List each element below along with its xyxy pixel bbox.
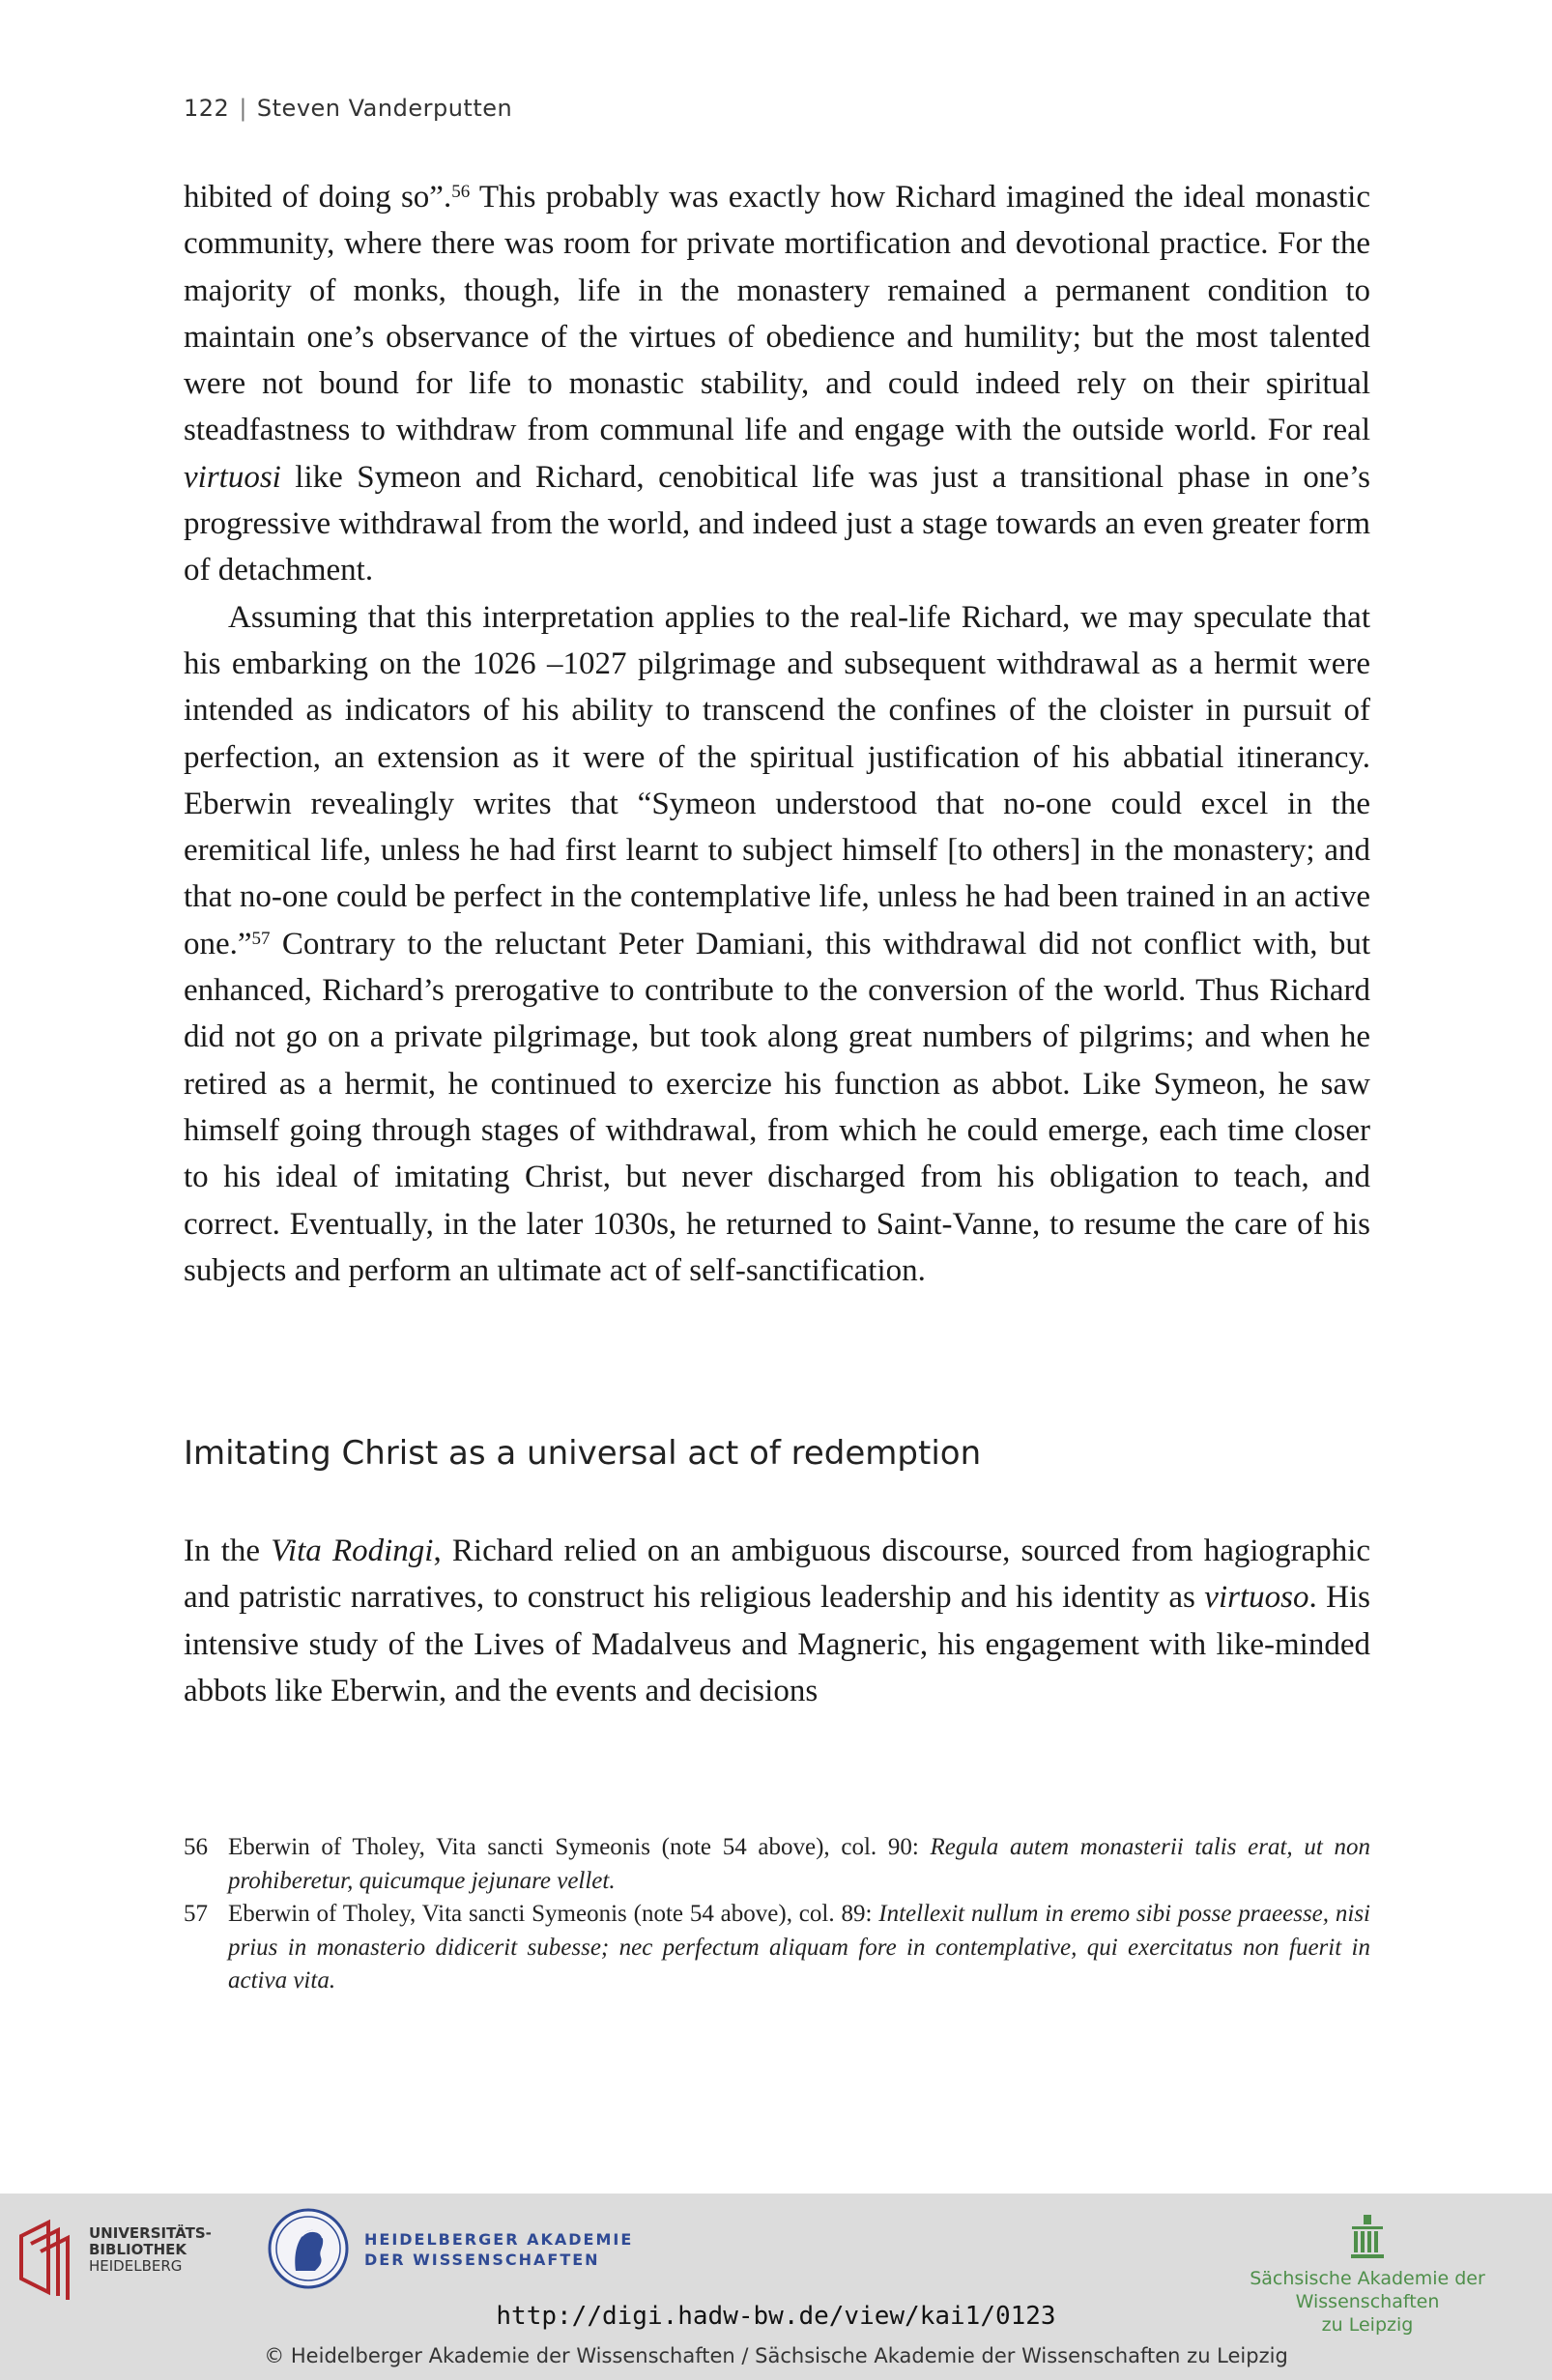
ub-line-1: UNIVERSITÄTS- xyxy=(89,2224,212,2242)
footnote-quote: Regula autem monasterii talis erat, ut non prohiberetur, quicumque jejunare vellet. xyxy=(228,1834,1371,1894)
university-library-name xyxy=(89,2225,212,2275)
page-number: 122 xyxy=(184,95,230,122)
footnote-number: 57 xyxy=(184,1901,208,1927)
header-separator: | xyxy=(239,95,247,122)
footnote-ref-57[interactable]: 57 xyxy=(251,928,271,949)
paragraph-3 xyxy=(184,1528,1370,1714)
academy-name xyxy=(364,2229,633,2270)
footnote-quote: Intellexit nullum in eremo sibi posse praeesse, nisi prius in monasterio didicerit subesse; nec perfectum aliquam fore in contemplative, qui exercitatus non fuerit in activa vita. xyxy=(228,1901,1370,1993)
ub-line-2: BIBLIOTHEK xyxy=(89,2241,187,2258)
paragraph-1 xyxy=(184,174,1370,594)
digitization-footer xyxy=(0,2194,1552,2380)
saw-line-2: zu Leipzig xyxy=(1321,2314,1414,2336)
running-header xyxy=(184,95,512,122)
footnote-ref-56[interactable]: 56 xyxy=(451,182,471,202)
paragraph-3-emphasis-virtuoso: virtuoso xyxy=(1204,1580,1309,1616)
paragraph-3-emphasis-title: Vita Rodingi xyxy=(271,1534,434,1568)
saw-line-1: Sächsische Akademie der Wissenschaften xyxy=(1250,2268,1485,2312)
section-heading: Imitating Christ as a universal act of redemption xyxy=(184,1434,982,1473)
paragraph-1-text-b: This probably was exactly how Richard imagined the ideal monastic community, where there was room for private mortification and devotional practice. For the majority of monks, though, life in the monastery remained a permanent condition to maintain one’s observance of the virtues of obedience and humility; but the most talented were not bound for life to monastic stability, and could indeed rely on their spiritual steadfastness to withdraw from communal life and engage with the outside world. For real xyxy=(184,180,1370,448)
copyright-notice: © Heidelberger Akademie der Wissenschaften / Sächsische Akademie der Wissenschaften zu Leipzig xyxy=(264,2344,1288,2367)
paragraph-2-text-a: Assuming that this interpretation applies to the real-life Richard, we may speculate that his embarking on the 1026 –1027 pilgrimage and subsequent withdrawal as a hermit were intended as indicators of his ability to transcend the confines of the cloister in pursuit of perfection, an extension as it were of the spiritual justification of his abbatial itinerancy. Eberwin revealingly writes that “Symeon understood that no-one could excel in the eremitical life, unless he had first learnt to subject himself [to others] in the monastery; and that no-one could be perfect in the contemplative life, unless he had been trained in an active one.” xyxy=(184,599,1370,961)
paragraph-1-text-c: like Symeon and Richard, cenobitical life was just a transitional phase in one’s progressive withdrawal from the world, and indeed just a stage towards an even greater form of detachment. xyxy=(184,459,1370,588)
permalink-url[interactable]: http://digi.hadw-bw.de/view/kai1/0123 xyxy=(496,2302,1056,2331)
paragraph-2-text-b: Contrary to the reluctant Peter Damiani, this withdrawal did not conflict with, but enhanced, Richard’s prerogative to contribute to the conversion of the world. Thus Richard did not go on a private pilgrimage, but took along great numbers of pilgrims; and when he retired as a hermit, he continued to exercize his function as abbot. Like Symeon, he saw himself going through stages of withdrawal, from which he could emerge, each time closer to his ideal of imitating Christ, but never discharged from his obligation to teach, and correct. Eventually, in the later 1030s, he returned to Saint-Vanne, to resume the care of his subjects and perform an ultimate act of self-sanctification. xyxy=(184,926,1370,1288)
ub-line-3: HEIDELBERG xyxy=(89,2257,183,2275)
footnote-56 xyxy=(184,1831,1370,1898)
footnote-text: Eberwin of Tholey, Vita sancti Symeonis (note 54 above), col. 90: xyxy=(228,1834,931,1860)
paragraph-3-text-a: In the xyxy=(184,1534,272,1568)
hadw-line-1: HEIDELBERGER AKADEMIE xyxy=(364,2230,634,2249)
university-library-logo-icon[interactable] xyxy=(15,2215,83,2302)
paragraph-3-text-b: , Richard relied on an ambiguous discourse, sourced from hagiographic and patristic narratives, to construct his religious leadership and his identity as xyxy=(184,1534,1371,1616)
paragraph-3-text-c: . His intensive study of the Lives of Madalveus and Magneric, his engagement with like-minded abbots like Eberwin, and the events and decisions xyxy=(184,1580,1371,1708)
footnote-number: 56 xyxy=(184,1834,208,1860)
body-text-lower xyxy=(184,1528,1370,1714)
footnote-text: Eberwin of Tholey, Vita sancti Symeonis (note 54 above), col. 89: xyxy=(228,1901,879,1927)
running-head-author: Steven Vanderputten xyxy=(256,95,513,122)
paragraph-2 xyxy=(184,594,1370,1294)
footnotes xyxy=(184,1831,1370,1998)
hadw-line-2: DER WISSENSCHAFTEN xyxy=(364,2251,600,2269)
academy-seal-icon[interactable] xyxy=(267,2207,350,2290)
footnote-57 xyxy=(184,1898,1370,1998)
saxon-academy-building-icon[interactable] xyxy=(1349,2213,1386,2259)
body-text-upper xyxy=(184,174,1370,1294)
paragraph-1-emphasis: virtuosi xyxy=(184,459,281,495)
paragraph-1-text-a: hibited of doing so”. xyxy=(184,180,452,215)
